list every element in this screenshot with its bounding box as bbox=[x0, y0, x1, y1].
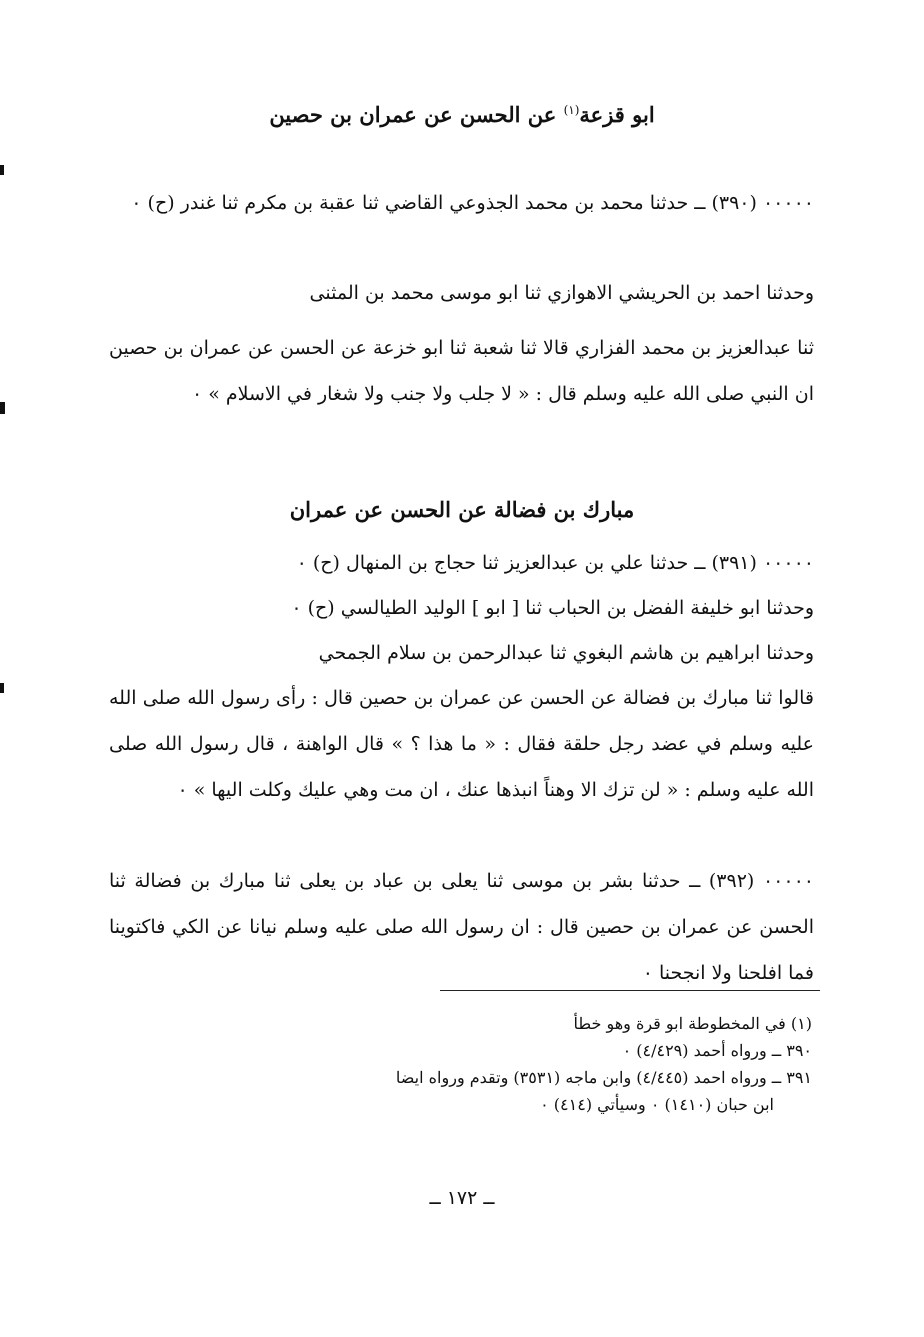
scan-edge-mark bbox=[0, 683, 4, 693]
heading-text: ابو قزعة bbox=[579, 102, 655, 127]
footnote-marker[interactable]: (١) bbox=[563, 103, 580, 117]
hadith-391-chain-2: وحدثنا ابو خليفة الفضل بن الحباب ثنا [ ابو ] الوليد الطيالسي (ح) ٠ bbox=[291, 597, 814, 619]
hadith-392-paragraph: ٠٠٠٠٠ (٣٩٢) ــ حدثنا بشر بن موسى ثنا يعلى بن عباد بن يعلى ثنا مبارك بن فضالة ثنا الحسن عن عمران بن حصين قال : ان رسول الله صلى عليه وسلم نيانا عن الكي فاكتوينا فما افلحنا ولا انجحنا ٠ bbox=[109, 870, 814, 984]
heading-text-rest: عن الحسن عن عمران بن حصين bbox=[269, 102, 564, 127]
hadith-390-paragraph: ٠٠٠٠٠ (٣٩٠) ــ حدثنا محمد بن محمد الجذوعي القاضي ثنا عقبة بن مكرم ثنا غندر (ح) ٠ bbox=[131, 192, 814, 214]
footnotes bbox=[107, 1010, 812, 1118]
section-heading-mubarak: مبارك بن فضالة عن الحسن عن عمران bbox=[289, 497, 635, 522]
footnote-391: ٣٩١ ــ ورواه احمد (٤/٤٤٥) وابن ماجه (٣٥٣١) وتقدم ورواه ايضا bbox=[395, 1068, 812, 1087]
hadith-390-text: ثنا عبدالعزيز بن محمد الفزاري قالا ثنا شعبة ثنا ابو خزعة عن الحسن عن عمران بن حصين ان النبي صلى الله عليه وسلم قال : « لا جلب ولا جنب ولا شغار في الاسلام » ٠ bbox=[109, 337, 814, 405]
footnote-1: (١) في المخطوطة ابو قرة وهو خطأ bbox=[573, 1014, 812, 1033]
footnote-391-continued: ابن حبان (١٤١٠) ٠ وسيأتي (٤١٤) ٠ bbox=[540, 1095, 774, 1114]
hadith-391-chain-3: وحدثنا ابراهيم بن هاشم البغوي ثنا عبدالرحمن بن سلام الجمحي bbox=[318, 642, 814, 664]
page-number: ــ ١٧٢ ــ bbox=[429, 1187, 495, 1209]
section-heading-abu-qaza bbox=[0, 102, 924, 127]
scan-edge-mark bbox=[0, 402, 5, 414]
footnote-divider bbox=[440, 990, 820, 991]
hadith-391-text: قالوا ثنا مبارك بن فضالة عن الحسن عن عمران بن حصين قال : رأى رسول الله صلى الله عليه وسلم في عضد رجل حلقة فقال : « ما هذا ؟ » قال الواهنة ، قال رسول الله صلى الله عليه وسلم : « لن تزك الا وهناً انبذها عنك ، ان مت وهي عليك وكلت اليها » ٠ bbox=[109, 687, 814, 801]
chain-paragraph: وحدثنا احمد بن الحريشي الاهوازي ثنا ابو موسى محمد بن المثنى bbox=[309, 282, 814, 304]
scan-edge-mark bbox=[0, 165, 4, 175]
hadith-391-chain-1: ٠٠٠٠٠ (٣٩١) ــ حدثنا علي بن عبدالعزيز ثنا حجاج بن المنهال (ح) ٠ bbox=[296, 552, 814, 574]
footnote-390: ٣٩٠ ــ ورواه أحمد (٤/٤٢٩) ٠ bbox=[622, 1041, 812, 1060]
